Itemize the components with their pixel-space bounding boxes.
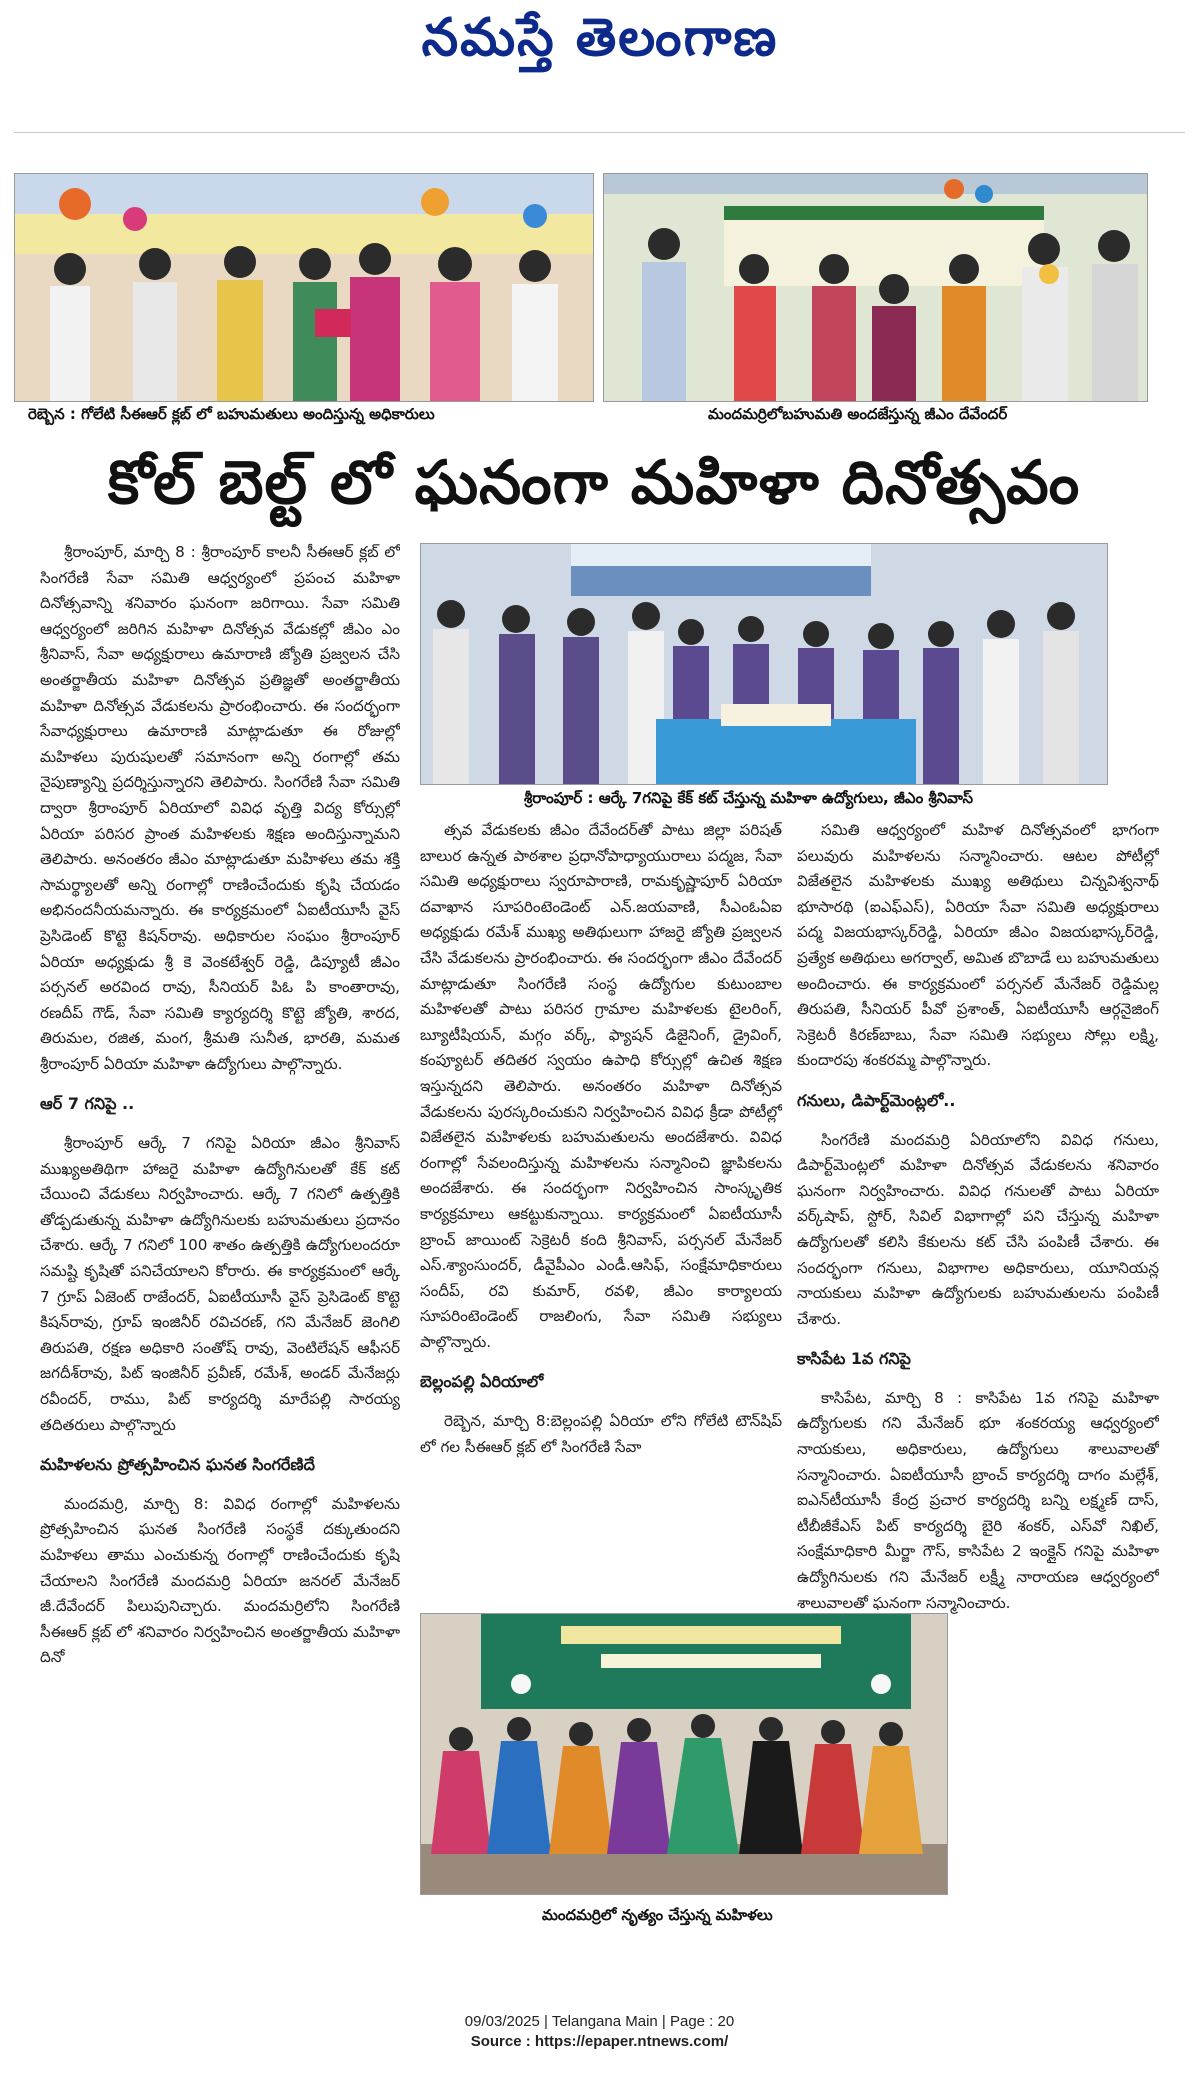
- footer-source-text[interactable]: Source : https://epaper.ntnews.com/: [470, 2033, 729, 2050]
- col2-paragraph: త్సవ వేడుకలకు జీఎం దేవేందర్‌తో పాటు జిల్లా పరిషత్ బాలుర ఉన్నత పాఠశాల ప్రధానోపాధ్యాయురాలు పద్మజ, సేవా సమితి అధ్యక్షురాలు స్వరూపారాణి, రామకృష్ణాపూర్ ఏరియా దవాఖాన సూపరింటెండెంట్ ఎన్.జయవాణి, సీఎంఓఏఐ అధ్యక్షుడు రమేశ్ ముఖ్య అతిథులుగా హాజరై జ్యోతి ప్రజ్వలన చేసి వేడుకలను ప్రారంభించారు. ఈ సందర్భంగా జీఎం దేవేందర్ మాట్లాడుతూ సింగరేణి సంస్థ ఉద్యోగుల కుటుంబాల మహిళలతో పాటు పరిసర గ్రామాల మహిళలకు టైలరింగ్, బ్యూటీషియన్, మగ్గం వర్క్, ఫ్యాషన్ డిజైనింగ్, డ్రైవింగ్, కంప్యూటర్ తదితర స్వయం ఉపాధి కోర్సుల్లో ఉచిత శిక్షణ ఇస్తున్నదని తెలిపారు. అనంతరం మహిళా దినోత్సవ వేడుకలను పురస్కరించుకుని నిర్వహించిన వివిధ క్రీడా పోటీల్లో విజేతలైన మహిళలకు బహుమతులను అందజేశారు. వివిధ రంగాల్లో సేవలందిస్తున్న మహిళలను సన్మానించి జ్ఞాపికలను అందజేశారు. ఈ సందర్భంగా నిర్వహించిన సాంస్కృతిక కార్యక్రమాలు ఆకట్టుకున్నాయి. కార్యక్రమంలో ఏఐటీయూసీ బ్రాంచ్ జాయింట్ సెక్రెటరీ కంది శ్రీనివాస్, పర్సనల్ మేనేజర్ ఎస్.శ్యాంసుందర్, డీవైపీఎం ఎండీ.ఆసిఫ్, సంక్షేమాధికారులు సందీప్, రవి కుమార్, రవళి, జీఎం కార్యాలయ సూపరింటెండెంట్ రాజలింగు, సేవా సమితి సభ్యులు పాల్గొన్నారు.: [420, 821, 782, 1351]
- col1-subheading-r7: ఆర్ 7 గనిపై ..: [40, 1094, 135, 1114]
- col1-paragraph: మందమర్రి, మార్చి 8: వివిధ రంగాల్లో మహిళలను ప్రోత్సహించిన ఘనత సింగరేణి సంస్థకే దక్కుతుందని మహిళలు తాము ఎంచుకున్న రంగాల్లో రాణించేందుకు కృషి చేయాలని సింగరేణి మందమర్రి ఏరియా జనరల్ మేనేజర్ జీ.దేవేందర్ పిలుపునిచ్చారు. మందమర్రిలోని సింగరేణి సీఈఆర్ క్లబ్ లో శనివారం నిర్వహించిన అంతర్జాతీయ మహిళా దినో: [40, 1494, 400, 1667]
- headline: కోల్ బెల్ట్ లో ఘనంగా మహిళా దినోత్సవం: [107, 448, 1081, 518]
- caption-top-right: మందమర్రిలోబహుమతి అందజేస్తున్న జీఎం దేవేందర్: [708, 405, 1008, 423]
- col1-paragraph: శ్రీరాంపూర్, మార్చి 8 : శ్రీరాంపూర్ కాలనీ సీఈఆర్ క్లబ్ లో సింగరేణి సేవా సమితి ఆధ్వర్యంలో ప్రపంచ మహిళా దినోత్సవాన్ని శనివారం ఘనంగా జరిగాయి. సేవా సమితి ఆధ్వర్యంలో జరిగిన మహిళా దినోత్సవ వేడుకల్లో జీఎం ఎం శ్రీనివాస్, సేవా అధ్యక్షురాలు ఉమారాణి జ్యోతి ప్రజ్వలన చేసి అంతర్జాతీయ మహిళా దినోత్సవ ప్రతిజ్ఞతో అంతర్జాతీయ మహిళా దినోత్సవ వేడుకలను ప్రారంభించారు. ఈ సందర్భంగా సేవాధ్యక్షురాలు ఉమారాణి మాట్లాడుతూ ఈ రోజుల్లో మహిళలు పురుషులతో సమానంగా అన్ని రంగాల్లో తమ నైపుణ్యాన్ని ప్రదర్శిస్తున్నారని తెలిపారు. సింగరేణి సేవా సమితి ద్వారా శ్రీరాంపూర్ ఏరియాలో వివిధ వృత్తి విద్య కోర్సుల్లో ఏరియా పరిసర ప్రాంత మహిళలకు శిక్షణ అందిస్తున్నామని తెలిపారు. అనంతరం జీఎం మాట్లాడుతూ మహిళలు తమ శక్తి సామర్థ్యాలతో అన్ని రంగాల్లో రాణించేందుకు కృషి చేయడం అభినందనీయమన్నారు. ఈ కార్యక్రమంలో ఏఐటీయూసీ వైస్ ప్రెసిడెంట్ కొట్టె కిషన్‌రావు. అధికారుల సంఘం శ్రీరాంపూర్ ఏరియా అధ్యక్షుడు శ్రీ కె వెంకటేశ్వర్ రెడ్డి, డిప్యూటీ జీఎం పర్సనల్ అరవింద రావు, సీనియర్ పిఓ పి కాంతారావు, రణదీప్ గౌడ్, సేవా సమితి క్యార్యదర్శి కొట్టె జ్యోతి, శారద, తిరుమల, రజిత, మంగ, శ్రీమతి సునీత, భారతి, మమత శ్రీరాంపూర్ ఏరియా మహిళా ఉద్యోగులు పాల్గొన్నారు.: [40, 543, 400, 1073]
- col2-paragraph: రెబ్బెన, మార్చి 8:బెల్లంపల్లి ఏరియా లోని గోలేటి టౌన్‌షిప్ లో గల సీఈఆర్ క్లబ్ లో సింగరేణి సేవా: [420, 1412, 782, 1456]
- caption-top-left: రెబ్బెన : గోలేటి సీఈఆర్ క్లబ్ లో బహుమతులు అందిస్తున్న అధికారులు: [28, 405, 435, 423]
- article-column-1: [40, 540, 400, 1995]
- col3-paragraph: సమితి ఆధ్వర్యంలో మహిళ దినోత్సవంలో భాగంగా పలువురు మహిళలను సన్మానించారు. ఆటల పోటీల్లో విజేతలైన మహిళలకు ముఖ్య అతిథులు చిన్నవిశ్వనాథ్ భూసారథి (ఐఎఫ్ఎస్), ఏరియా సేవా సమితి అధ్యక్షురాలు పద్మ విజయభాస్కర్‌రెడ్డి, ఏరియా జీఎం విజయభాస్కర్‌రెడ్డి, ప్రత్యేక అతిథులు అగర్వాల్, అమిత బొబాడే లు బహుమతులు అందించారు. ఈ కార్యక్రమంలో పర్సనల్ మేనేజర్ రెడ్డిమల్ల తిరుపతి, సీనియర్ పీవో ప్రశాంత్, ఏఐటీయూసీ ఆర్గనైజింగ్ సెక్రెటరీ కిరణ్‌బాబు, సేవా సమితి సభ్యులు సోల్లు లక్ష్మి, కుందారపు శంకరమ్మ పాల్గొన్నారు.: [797, 821, 1159, 1070]
- col3-subheading-mines: గనులు, డిపార్ట్‌మెంట్లలో..: [797, 1090, 956, 1110]
- col1-subheading-singareni: మహిళలను ప్రోత్సహించిన ఘనత సింగరేణిదే: [40, 1455, 315, 1475]
- col3-paragraph: సింగరేణి మందమర్రి ఏరియాలోని వివిధ గనులు, డిపార్ట్‌మెంట్లలో మహిళా దినోత్సవ వేడుకలను శనివారం ఘనంగా నిర్వహించారు. వివిధ గనులతో పాటు ఏరియా వర్క్‌షాప్, స్టోర్, సివిల్ విభాగాల్లో పని చేస్తున్న మహిళా ఉద్యోగులతో కలిసి కేకులను కట్ చేసి పంపిణీ చేశారు. ఈ సందర్భంగా గనులు, విభాగాల అధికారులు, యూనియన్ల నాయకులు మహిళా ఉద్యోగులకు బహుమతులను పంపిణీ చేశారు.: [797, 1130, 1159, 1328]
- article-column-3: [797, 818, 1159, 1998]
- newspaper-masthead: నమస్తే తెలంగాణ: [421, 7, 779, 68]
- photo-cake-cutting: [420, 543, 1108, 785]
- masthead-divider: [14, 132, 1185, 133]
- caption-middle: శ్రీరాంపూర్ : ఆర్కే 7గనిపై కేక్ కట్ చేస్తున్న మహిళా ఉద్యోగులు, జీఎం శ్రీనివాస్: [524, 789, 973, 807]
- photo-goleti-prize: [14, 173, 594, 402]
- footer-source-link[interactable]: [0, 2032, 1199, 2052]
- photo-mandamarri-prize: [603, 173, 1148, 402]
- footer-edition-info: 09/03/2025 | Telangana Main | Page : 20: [464, 2013, 735, 2030]
- col1-paragraph: శ్రీరాంపూర్ ఆర్కే 7 గనిపై ఏరియా జీఎం శ్రీనివాస్ ముఖ్యఅతిథిగా హాజరై మహిళా ఉద్యోగినులతో కేక్ కట్ చేయించి వేడుకలు నిర్వహించారు. ఆర్కే 7 గనిలో ఉత్పత్తికి తోడ్పడుతున్న మహిళా ఉద్యోగినులకు బహుమతులు ప్రదానం చేశారు. ఆర్కే 7 గనిలో 100 శాతం ఉత్పత్తికి ఉద్యోగులందరూ సమష్టి కృషితో పనిచేయాలని కోరారు. ఈ కార్యక్రమంలో ఆర్కే 7 గ్రూప్ ఏజెంట్ రాజేందర్, ఏఐటీయూసీ వైస్ ప్రెసిడెంట్ కొట్టె కిషన్‌రావు, గ్రూప్ ఇంజినీర్ రవిచరణ్, గని మేనేజర్ జెంగిలి తిరుపతి, రక్షణ అధికారి సంతోష్ రావు, వెంటిలేషన్ ఆఫీసర్ జగదీశ్‌రావు, పిట్ ఇంజినీర్ ప్రవీణ్, రమేశ్, అండర్ మేనేజర్లు రవీందర్, రాము, పిట్ కార్యదర్శి మారేపల్లి సారయ్య తదితరులు పాల్గొన్నారు: [40, 1134, 400, 1434]
- col2-subheading-bellampalli: బెల్లంపల్లి ఏరియాలో: [420, 1372, 544, 1392]
- caption-bottom: మందమర్రిలో నృత్యం చేస్తున్న మహిళలు: [542, 1906, 773, 1924]
- col3-subheading-kasipet: కాసిపేట 1వ గనిపై: [797, 1349, 911, 1369]
- article-column-2: [420, 818, 782, 1608]
- col3-paragraph: కాసిపేట, మార్చి 8 : కాసిపేట 1వ గనిపై మహిళా ఉద్యోగులకు గని మేనేజర్ భూ శంకరయ్య ఆధ్వర్యంలో నాయకులు, అధికారులు, ఉద్యోగులు శాలువాలతో సన్మానించారు. ఏఐటీయూసీ బ్రాంచ్ కార్యదర్శి దాగం మల్లేశ్, ఐఎన్‌టీయూసీ కేంద్ర ప్రచార కార్యదర్శి బన్ని లక్ష్మణ్ దాస్, టీబీజీకేఎస్ పిట్ కార్యదర్శి బైరి శంకర్, ఎస్‌వో నిఖిల్, సంక్షేమాధికారి మీర్జా గౌస్, కాసిపేట 2 ఇంక్లైన్ గనిపై మహిళా ఉద్యోగినులకు గని మేనేజర్ లక్ష్మీ నారాయణ ఆధ్వర్యంలో శాలువాలతో ఘనంగా సన్మానించారు.: [797, 1388, 1159, 1612]
- page-footer: [0, 2012, 1199, 2052]
